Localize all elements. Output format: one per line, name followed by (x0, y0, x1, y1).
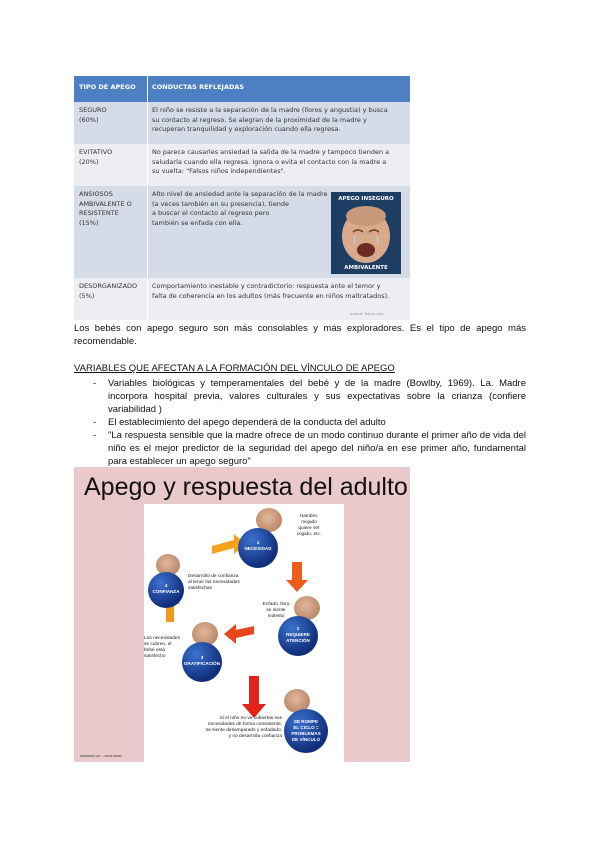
table-row (74, 144, 410, 186)
need-ball: 1 NECESIDAD (238, 528, 278, 568)
bullet-marker: - (93, 417, 97, 428)
variables-list (93, 377, 526, 468)
list-item-text: El establecimiento del apego dependerá de la conducta del adulto (108, 417, 386, 428)
type-cell: SEGURO (60%) (79, 106, 107, 124)
broken-cycle-note: Si el niño no ve cubiertas sus necesidades de forma consistente, se siente desamparado y enfadado, y no desarrolla confianza (205, 716, 282, 739)
slide-footer: adaptado por ...www.canal.. (80, 754, 124, 758)
list-item-text: "La respuesta sensible que la madre ofrece de un modo continuo durante el primer año de vida del niño es el mejor predictor de la seguridad del apego del niño/a en ese primer año, fundamental para establecer un apego seguro" (108, 430, 526, 467)
header-behaviors: CONDUCTAS REFLEJADAS (152, 83, 245, 91)
crying-baby-face (331, 192, 401, 274)
needs-covered-note: Las necesidades se cubren, el bebé está satisfecho (144, 636, 181, 659)
meme-top-text: APEGO INSEGURO (338, 196, 394, 202)
crying-baby-meme (331, 192, 401, 274)
table-row (74, 186, 410, 278)
gratification-ball: 3 GRATIFICACIÓN (182, 642, 222, 682)
column-divider (147, 76, 148, 320)
arrow-down-icon (286, 562, 308, 592)
trust-ball: 4 CONFIANZA (148, 572, 184, 608)
description-cell: El niño se resiste a la separación de la madre (lloros y angustia) y busca su contacto al regreso. Se alegran de la proximidad de la madre y recuperan tranquilidad y exploración cuando ella regresa. (152, 106, 388, 133)
list-item (93, 377, 526, 416)
bullet-marker: - (93, 378, 97, 389)
description-cell: Alto nivel de ansiedad ante la separación de la madre (a veces también en su presencia), tiende a buscar el contacto al regreso pero también se enfada con ella. (152, 190, 328, 227)
table-row (74, 102, 410, 144)
requires-attention-ball: 2 REQUIERE ATENCIÓN (278, 616, 318, 656)
cycle-diagram (144, 504, 344, 762)
attachment-types-table-image (74, 74, 410, 320)
meme-bottom-text: AMBIVALENTE (344, 265, 388, 271)
description-cell: Comportamiento inestable y contradictorio: respuesta ante el temor y falta de coherencia en los adultos (más frecuente en niños maltratados). (152, 282, 390, 300)
attachment-cycle-slide-image (74, 467, 410, 762)
list-item-text: Variables biológicas y temperamentales del bebé y de la madre (Bowlby, 1969). La. Madre incorpora hospital previa, valores culturales y sus expectativas sobre la crianza (confiere variabilidad ) (108, 378, 526, 415)
bullet-marker: - (93, 430, 97, 441)
header-type: TIPO DE APEGO (79, 83, 136, 91)
anger-note: Enfado, lloro se siente molesto (262, 602, 290, 619)
type-cell: DESORGANIZADO (5%) (79, 282, 138, 300)
secure-attachment-paragraph: Los bebés con apego seguro son más consolables y más exploradores. Es el tipo de apego más recomendable. (74, 323, 526, 347)
type-cell: EVITATIVO (20%) (79, 148, 113, 166)
table-header (74, 76, 410, 102)
table-watermark: www.ar Tablas.com (350, 312, 384, 316)
section-heading: VARIABLES QUE AFECTAN A LA FORMACIÓN DEL VÍNCULO DE APEGO (74, 363, 395, 374)
type-cell: ANSIOSOS AMBIVALENTE O RESISTENTE (15%) (79, 190, 132, 227)
arrow-down-red-icon (242, 676, 266, 718)
hungry-note: Hambre, mojado quiere ser cogido, etc. (296, 514, 322, 537)
trust-note: Desarrollo de confianza al tener las necesidades satisfechas (188, 574, 240, 591)
list-item (93, 416, 526, 429)
slide-title: Apego y respuesta del adulto (84, 473, 408, 501)
cycle-broken-ball: SE ROMPE EL CICLO = PROBLEMAS DE VÍNCULO (284, 709, 328, 753)
description-cell: No parece causarles ansiedad la salida de la madre y tampoco tienden a saludarla cuando ella regresa. Ignora o evita el contacto con la madre a su vuelta: "Falsos niños independientes". (152, 148, 390, 175)
arrow-left-icon (224, 624, 254, 644)
list-item (93, 429, 526, 468)
